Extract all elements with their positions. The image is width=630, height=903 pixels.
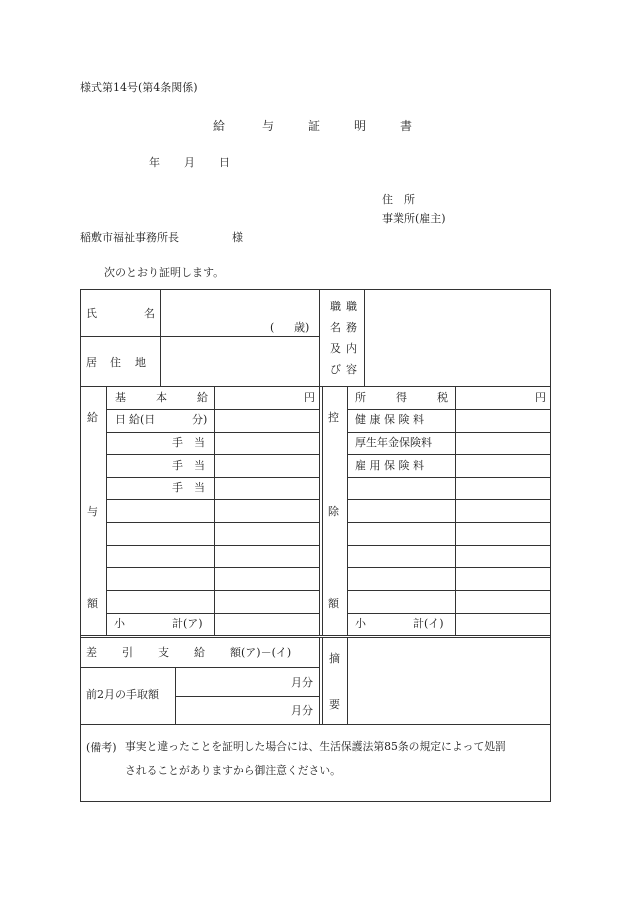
divider: [80, 635, 551, 636]
note-line: 事実と違ったことを証明した場合には、生活保護法第85条の規定によって処罰: [125, 740, 506, 753]
salary-subtotal-label: 小: [114, 617, 125, 630]
row-line: [347, 567, 551, 568]
addressee-honorific: 様: [232, 231, 243, 244]
divider: [319, 637, 320, 724]
allowance-label: 手 当: [172, 481, 205, 494]
row-line: [106, 454, 320, 455]
yen-unit: 円: [535, 391, 546, 404]
title-char: 証: [308, 119, 321, 133]
divider: [214, 386, 215, 636]
job-label-char: 職: [330, 300, 341, 313]
net-pay-label: 支: [158, 646, 169, 659]
row-line: [106, 545, 320, 546]
salary-side-label: 額: [87, 597, 98, 610]
row-line: [347, 522, 551, 523]
row-line: [106, 477, 320, 478]
name-label: 名: [144, 307, 155, 320]
remarks-label: 要: [329, 698, 340, 711]
divider: [80, 724, 551, 725]
net-pay-label: 引: [122, 646, 133, 659]
row-line: [106, 567, 320, 568]
remarks-label: 摘: [329, 652, 340, 665]
prev-net-label: 前2月の手取額: [86, 688, 159, 701]
income-tax-label: 税: [437, 391, 448, 404]
divider: [160, 289, 161, 386]
age-close: 歳): [294, 321, 310, 334]
yen-unit: 円: [304, 391, 315, 404]
divider: [80, 386, 551, 387]
job-label-char: び: [330, 363, 341, 376]
table-border-bottom: [80, 801, 551, 802]
row-line: [106, 499, 320, 500]
residence-label: 居: [86, 356, 97, 369]
pension-insurance-label: 厚生年金保険料: [355, 436, 432, 449]
divider: [347, 386, 348, 636]
row-line: [347, 432, 551, 433]
job-label-char: 務: [346, 321, 357, 334]
salary-subtotal-label: 計(ア): [172, 617, 203, 630]
daily-pay-label: 分): [192, 413, 208, 426]
job-label-char: 及: [330, 342, 341, 355]
table-border-top: [80, 289, 551, 290]
date-month: 月: [184, 156, 195, 169]
month-unit: 月分: [291, 704, 313, 717]
daily-pay-label: 給(日: [129, 413, 156, 426]
date-day: 日: [219, 156, 230, 169]
deduction-side-label: 額: [328, 597, 339, 610]
row-line: [347, 409, 551, 410]
row-line: [347, 545, 551, 546]
row-line: [347, 590, 551, 591]
employer-label: 事業所(雇主): [382, 212, 446, 225]
divider: [347, 637, 348, 724]
job-label-char: 容: [346, 363, 357, 376]
title-char: 給: [213, 119, 226, 133]
divider: [322, 386, 323, 636]
addressee-name: 稲敷市福祉事務所長: [80, 231, 179, 244]
note-line: されることがありますから御注意ください。: [125, 764, 341, 777]
form-number: 様式第14号(第4条関係): [80, 81, 198, 94]
health-insurance-label: 健 康 保 険 料: [355, 413, 424, 426]
title-char: 与: [262, 119, 275, 133]
net-pay-label: 差: [86, 646, 97, 659]
deduction-side-label: 除: [328, 505, 339, 518]
employment-insurance-label: 雇 用 保 険 料: [355, 459, 424, 472]
job-label-char: 内: [346, 342, 357, 355]
row-line: [106, 432, 320, 433]
note-label: (備考): [86, 741, 117, 754]
allowance-label: 手 当: [172, 459, 205, 472]
row-line: [347, 499, 551, 500]
divider: [175, 696, 320, 697]
salary-side-label: 与: [87, 505, 98, 518]
deduction-side-label: 控: [328, 411, 339, 424]
income-tax-label: 得: [396, 391, 407, 404]
allowance-label: 手 当: [172, 436, 205, 449]
residence-label: 地: [135, 356, 146, 369]
title-char: 書: [400, 119, 413, 133]
salary-side-label: 給: [87, 411, 98, 424]
divider: [319, 386, 320, 636]
row-line: [106, 590, 320, 591]
divider: [322, 637, 323, 724]
net-pay-label: 額(ア)－(イ): [230, 646, 292, 659]
intro-text: 次のとおり証明します。: [104, 266, 225, 279]
row-line: [106, 522, 320, 523]
row-line: [347, 454, 551, 455]
age-open: (: [270, 321, 275, 334]
net-pay-label: 給: [194, 646, 205, 659]
row-line: [106, 409, 320, 410]
basic-pay-label: 本: [156, 391, 167, 404]
row-line: [347, 613, 551, 614]
divider: [80, 667, 320, 668]
daily-pay-label: 日: [115, 413, 126, 426]
deduction-subtotal-label: 小: [355, 617, 366, 630]
date-year: 年: [149, 156, 160, 169]
address-label: 住 所: [382, 193, 415, 206]
divider: [319, 289, 320, 386]
divider: [106, 386, 107, 636]
divider: [175, 667, 176, 724]
income-tax-label: 所: [355, 391, 366, 404]
job-label-char: 職: [346, 300, 357, 313]
divider: [80, 336, 320, 337]
divider: [80, 637, 551, 638]
basic-pay-label: 給: [197, 391, 208, 404]
divider: [455, 386, 456, 636]
name-label: 氏: [86, 307, 97, 320]
row-line: [106, 613, 320, 614]
month-unit: 月分: [291, 676, 313, 689]
row-line: [347, 477, 551, 478]
title-char: 明: [354, 119, 367, 133]
divider: [364, 289, 365, 386]
residence-label: 住: [110, 356, 121, 369]
deduction-subtotal-label: 計(イ): [413, 617, 444, 630]
job-label-char: 名: [330, 321, 341, 334]
basic-pay-label: 基: [115, 391, 126, 404]
